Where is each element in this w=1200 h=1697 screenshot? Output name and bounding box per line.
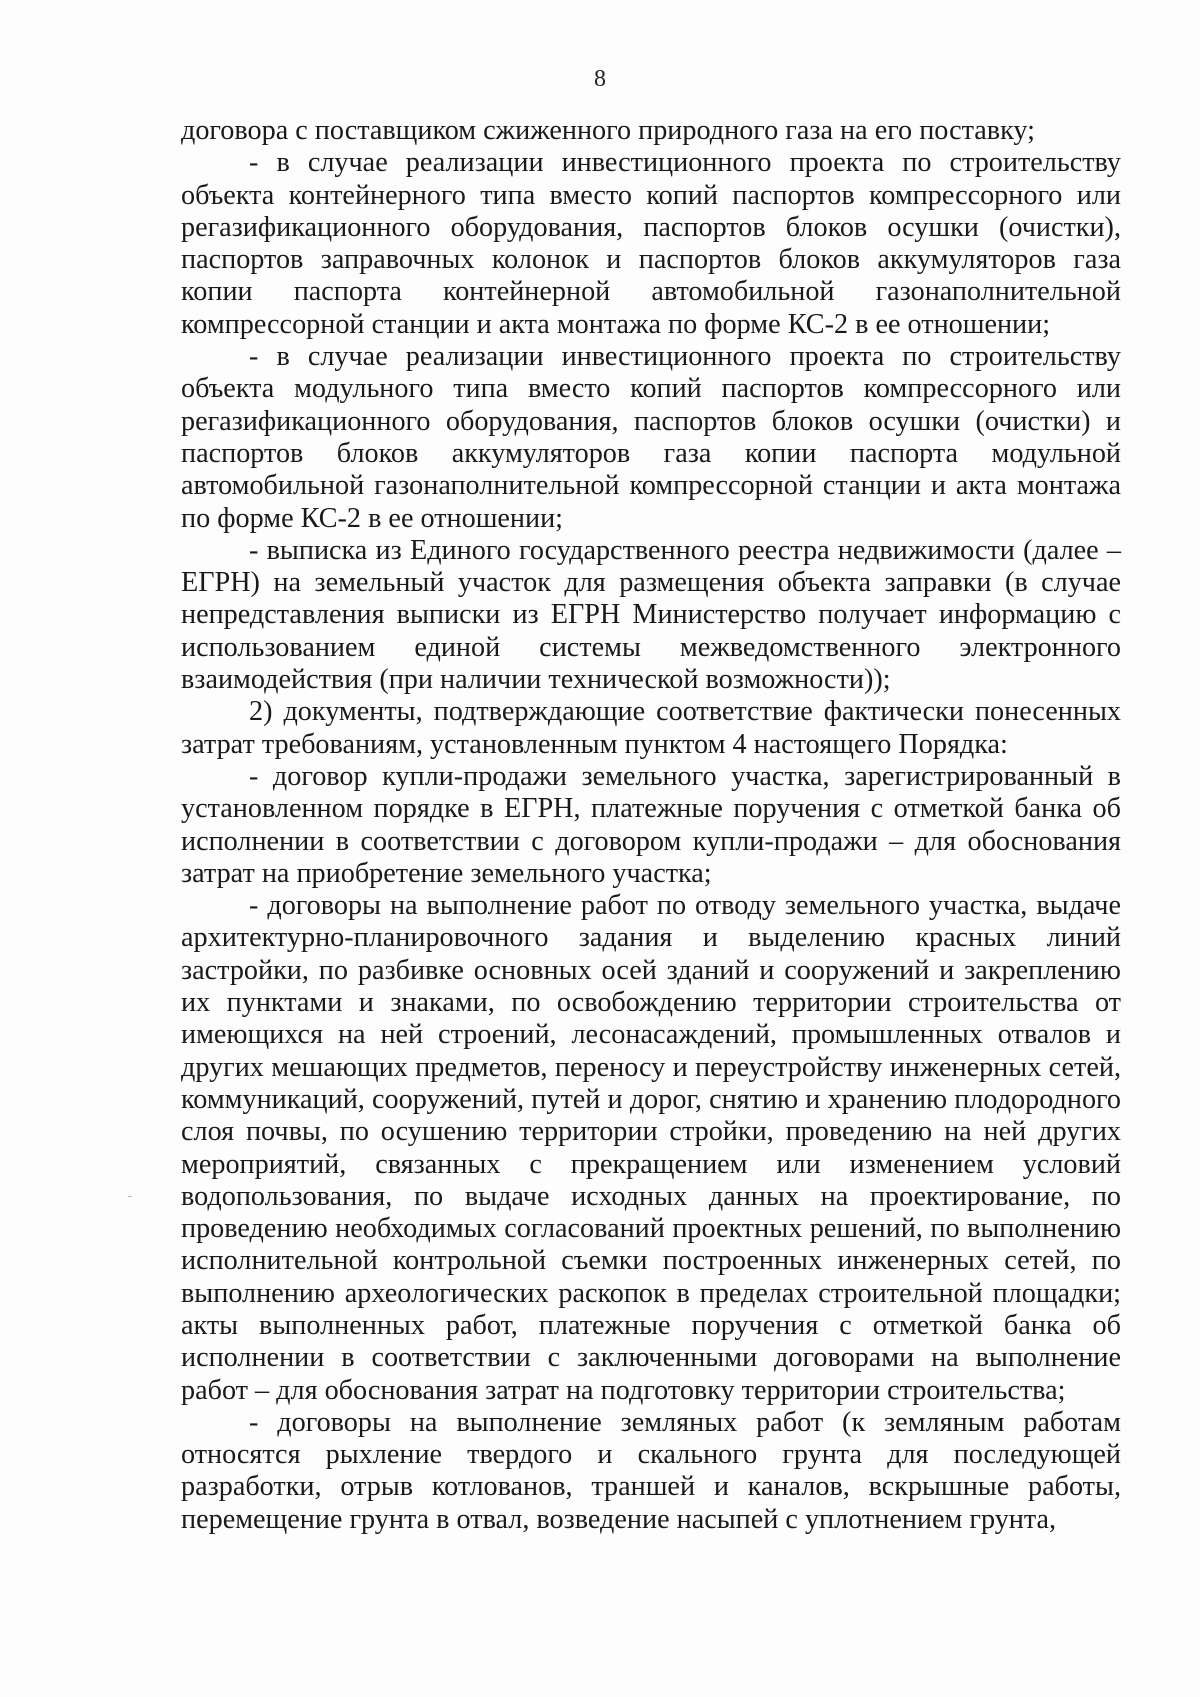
paragraph-modular-type-copies: - в случае реализации инвестиционного проекта по строительству объекта модульного типа вместо копий паспортов компрессорного или регазификационного оборудования, паспортов блоков осушки (очистки) и паспортов блоков аккумуляторов газа копии паспорта модульной автомобильной газонаполнительной компрессорной станции и акта монтажа по форме КС-2 в ее отношении; (181, 341, 1121, 534)
paragraph-item-2-documents: 2) документы, подтверждающие соответствие фактически понесенных затрат требованиям, установленным пунктом 4 настоящего Порядка: (181, 696, 1121, 760)
paragraph-site-preparation-contracts: - договоры на выполнение работ по отводу земельного участка, выдаче архитектурно-планировочного задания и выделению красных линий застройки, по разбивке основных осей зданий и сооружений и закреплению их пунктами и знаками, по освобождению территории строительства от имеющихся на ней строений, лесонасаждений, промышленных отвалов и других мешающих предметов, переносу и переустройству инженерных сетей, коммуникаций, сооружений, путей и дорог, снятию и хранению плодородного слоя почвы, по осушению территории стройки, проведению на ней других мероприятий, связанных с прекращением или изменением условий водопользования, по выдаче исходных данных на проектирование, по проведению необходимых согласований проектных решений, по выполнению исполнительной контрольной съемки построенных инженерных сетей, по выполнению археологических раскопок в пределах строительной площадки; акты выполненных работ, платежные поручения с отметкой банка об исполнении в соответствии с заключенными договорами на выполнение работ – для обоснования затрат на подготовку территории строительства; (181, 890, 1121, 1406)
paragraph-container-type-copies: - в случае реализации инвестиционного проекта по строительству объекта контейнерного типа вместо копий паспортов компрессорного или регазификационного оборудования, паспортов блоков осушки (очистки), паспортов заправочных колонок и паспортов блоков аккумуляторов газа копии паспорта контейнерной автомобильной газонаполнительной компрессорной станции и акта монтажа по форме КС-2 в ее отношении; (181, 147, 1121, 340)
scan-margin-mark (128, 1196, 132, 1197)
paragraph-land-purchase-contract: - договор купли-продажи земельного участка, зарегистрированный в установленном порядке в ЕГРН, платежные поручения с отметкой банка об исполнении в соответствии с договором купли-продажи – для обоснования затрат на приобретение земельного участка; (181, 760, 1121, 889)
paragraph-egrn-extract: - выписка из Единого государственного реестра недвижимости (далее – ЕГРН) на земельный участок для размещения объекта заправки (в случае непредставления выписки из ЕГРН Министерство получает информацию с использованием единой системы межведомственного электронного взаимодействия (при наличии технической возможности)); (181, 534, 1121, 696)
page-number: 8 (594, 66, 606, 92)
paragraph-earthwork-contracts: - договоры на выполнение земляных работ (к земляным работам относятся рыхление твердого и скального грунта для последующей разработки, отрыв котлованов, траншей и каналов, вскрышные работы, перемещение грунта в отвал, возведение насыпей с уплотнением грунта, (181, 1406, 1121, 1535)
document-body (181, 115, 1121, 1536)
paragraph-continuation: договора с поставщиком сжиженного природного газа на его поставку; (181, 115, 1035, 146)
